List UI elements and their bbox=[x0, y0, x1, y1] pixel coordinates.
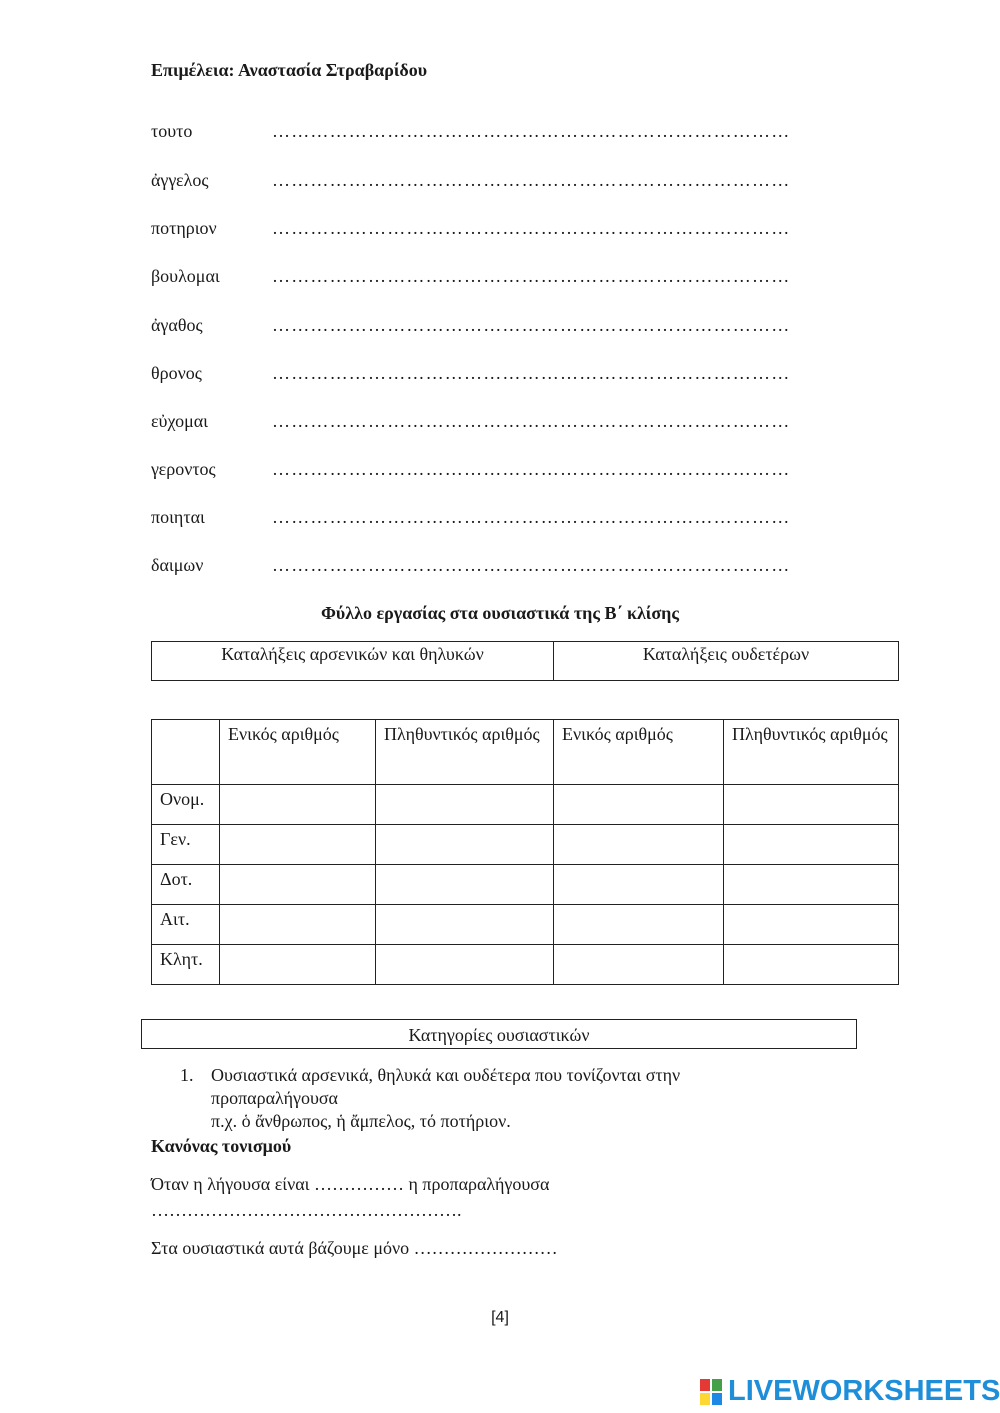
answer-cell[interactable] bbox=[724, 865, 899, 905]
answer-cell[interactable] bbox=[554, 905, 724, 945]
case-label: Δοτ. bbox=[152, 865, 220, 905]
answer-cell[interactable] bbox=[376, 825, 554, 865]
word-label: ἀγγελος bbox=[151, 170, 209, 190]
header-plural-1: Πληθυντικός αριθμός bbox=[376, 720, 554, 785]
list-item-description: Ουσιαστικά αρσενικά, θηλυκά και ουδέτερα που τονίζονται στην προπαραλήγουσα bbox=[211, 1065, 681, 1108]
logo-text: LIVEWORKSHEETS bbox=[728, 1375, 1000, 1407]
answer-blank[interactable]: ……………………………………………………………………… bbox=[272, 411, 791, 431]
table-row bbox=[152, 905, 899, 945]
table-row bbox=[152, 865, 899, 905]
answer-cell[interactable] bbox=[554, 785, 724, 825]
table-row bbox=[152, 785, 899, 825]
word-label: τουτο bbox=[151, 121, 193, 141]
header-singular-1: Ενικός αριθμός bbox=[220, 720, 376, 785]
answer-cell[interactable] bbox=[554, 945, 724, 985]
case-label: Αιτ. bbox=[152, 905, 220, 945]
answer-cell[interactable] bbox=[724, 945, 899, 985]
answer-blank[interactable]: ……………………………………………………………………… bbox=[272, 459, 791, 479]
table-row bbox=[152, 825, 899, 865]
answer-cell[interactable] bbox=[376, 905, 554, 945]
case-table-corner bbox=[152, 720, 220, 785]
list-item-text bbox=[211, 1064, 771, 1133]
word-label: ποιηται bbox=[151, 507, 205, 527]
word-label: θρονος bbox=[151, 363, 202, 383]
case-label: Γεν. bbox=[152, 825, 220, 865]
word-label: βουλομαι bbox=[151, 266, 220, 286]
logo-icon bbox=[700, 1379, 722, 1405]
rule-line-3: Στα ουσιαστικά αυτά βάζουμε μόνο …………………… bbox=[151, 1238, 558, 1258]
rule-line-1: Όταν η λήγουσα είναι …………… η προπαραλήγουσα bbox=[151, 1174, 550, 1194]
answer-blank[interactable]: ……………………………………………………………………… bbox=[272, 266, 791, 286]
endings-header-masc-fem: Καταλήξεις αρσενικών και θηλυκών bbox=[152, 642, 554, 681]
answer-cell[interactable] bbox=[724, 785, 899, 825]
table-row bbox=[152, 945, 899, 985]
answer-blank[interactable]: ……………………………………………………………………… bbox=[272, 121, 791, 141]
endings-header-neuter: Καταλήξεις ουδετέρων bbox=[554, 642, 899, 681]
endings-table bbox=[151, 641, 899, 681]
worksheet-title: Φύλλο εργασίας στα ουσιαστικά της Β΄ κλίσης bbox=[321, 603, 679, 623]
answer-cell[interactable] bbox=[554, 865, 724, 905]
word-label: ποτηριον bbox=[151, 218, 217, 238]
answer-cell[interactable] bbox=[220, 905, 376, 945]
case-label: Κλητ. bbox=[152, 945, 220, 985]
answer-cell[interactable] bbox=[376, 865, 554, 905]
answer-cell[interactable] bbox=[220, 825, 376, 865]
rule-line-2: ……………………………………………. bbox=[151, 1200, 462, 1220]
list-item-example: π.χ. ὁ ἄνθρωπος, ἡ ἄμπελος, τό ποτήριον. bbox=[211, 1111, 511, 1131]
case-table-header-row bbox=[152, 720, 899, 785]
author-line: Επιμέλεια: Αναστασία Στραβαρίδου bbox=[151, 60, 428, 80]
answer-cell[interactable] bbox=[376, 785, 554, 825]
answer-cell[interactable] bbox=[724, 905, 899, 945]
answer-blank[interactable]: ……………………………………………………………………… bbox=[272, 170, 791, 190]
case-label: Ονομ. bbox=[152, 785, 220, 825]
answer-cell[interactable] bbox=[376, 945, 554, 985]
answer-blank[interactable]: ……………………………………………………………………… bbox=[272, 315, 791, 335]
header-singular-2: Ενικός αριθμός bbox=[554, 720, 724, 785]
answer-cell[interactable] bbox=[220, 865, 376, 905]
word-label: εὐχομαι bbox=[151, 411, 208, 431]
word-label: ἀγαθος bbox=[151, 315, 203, 335]
answer-blank[interactable]: ……………………………………………………………………… bbox=[272, 363, 791, 383]
word-label: δαιμων bbox=[151, 555, 204, 575]
answer-blank[interactable]: ……………………………………………………………………… bbox=[272, 555, 791, 575]
answer-blank[interactable]: ……………………………………………………………………… bbox=[272, 507, 791, 527]
header-plural-2: Πληθυντικός αριθμός bbox=[724, 720, 899, 785]
answer-cell[interactable] bbox=[220, 785, 376, 825]
categories-box: Κατηγορίες ουσιαστικών bbox=[141, 1019, 857, 1049]
word-label: γεροντος bbox=[151, 459, 216, 479]
page-number: [4] bbox=[491, 1309, 509, 1326]
answer-blank[interactable]: ……………………………………………………………………… bbox=[272, 218, 791, 238]
case-table bbox=[151, 719, 899, 985]
rule-title: Κανόνας τονισμού bbox=[151, 1136, 292, 1156]
liveworksheets-logo bbox=[700, 1375, 1000, 1408]
answer-cell[interactable] bbox=[220, 945, 376, 985]
answer-cell[interactable] bbox=[724, 825, 899, 865]
answer-cell[interactable] bbox=[554, 825, 724, 865]
list-number: 1. bbox=[180, 1065, 194, 1085]
